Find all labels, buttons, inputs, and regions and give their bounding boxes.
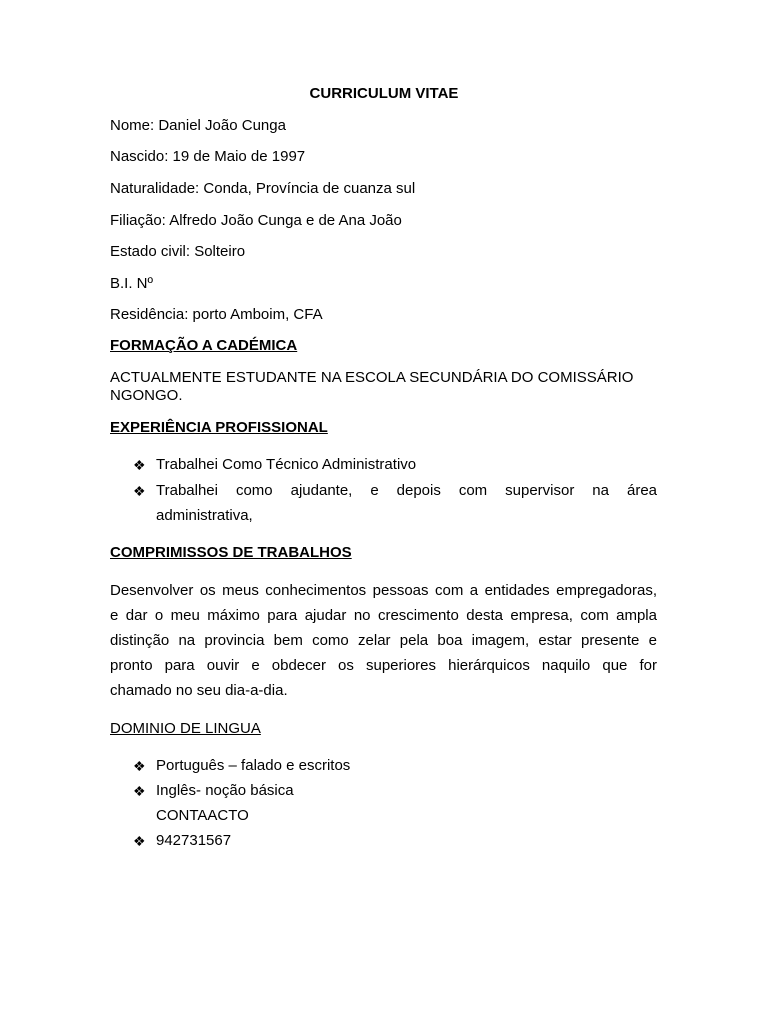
experiencia-item-2-line-1: Trabalhei como ajudante, e depois com supervisor na área	[156, 482, 657, 499]
formacao-heading: FORMAÇÃO A CADÉMICA	[110, 337, 298, 354]
compromissos-heading: COMPRIMISSOS DE TRABALHOS	[110, 544, 352, 561]
compromissos-text-line-5: chamado no seu dia-a-dia.	[110, 682, 288, 699]
document-title: CURRICULUM VITAE	[309, 85, 459, 102]
residencia-line: Residência: porto Amboim, CFA	[110, 306, 323, 323]
formacao-text-line-1: ACTUALMENTE ESTUDANTE NA ESCOLA SECUNDÁRIA DO COMISSÁRIO	[110, 369, 634, 386]
contacto-phone: 942731567	[156, 832, 232, 849]
filiacao-line: Filiação: Alfredo João Cunga e de Ana João	[110, 212, 402, 229]
contacto-label: CONTAACTO	[156, 807, 249, 824]
estado-civil-line: Estado civil: Solteiro	[110, 243, 246, 260]
compromissos-text-line-2: e dar o meu máximo para ajudar no crescimento desta empresa, com ampla	[110, 607, 657, 624]
lingua-item-ingles: Inglês- noção básica	[156, 782, 294, 799]
experiencia-heading: EXPERIÊNCIA PROFISSIONAL	[110, 419, 328, 436]
diamond-bullet-icon: ❖	[133, 783, 146, 799]
formacao-text-line-2: NGONGO.	[110, 387, 183, 404]
diamond-bullet-icon: ❖	[133, 483, 146, 499]
lingua-heading: DOMINIO DE LINGUA	[110, 720, 261, 737]
lingua-item-portugues: Português – falado e escritos	[156, 757, 351, 774]
compromissos-text-line-4: pronto para ouvir e obdecer os superiores hierárquicos naquilo que for	[110, 657, 657, 674]
experiencia-item-2-line-2: administrativa,	[156, 507, 253, 524]
nome-line: Nome: Daniel João Cunga	[110, 117, 286, 134]
compromissos-text-line-3: distinção na provincia bem como zelar pela boa imagem, estar presente e	[110, 632, 657, 649]
experiencia-item-1: Trabalhei Como Técnico Administrativo	[156, 456, 417, 473]
bi-line: B.I. Nº	[110, 275, 153, 292]
naturalidade-line: Naturalidade: Conda, Província de cuanza sul	[110, 180, 416, 197]
nascido-line: Nascido: 19 de Maio de 1997	[110, 148, 306, 165]
compromissos-text-line-1: Desenvolver os meus conhecimentos pessoas com a entidades empregadoras,	[110, 582, 657, 599]
diamond-bullet-icon: ❖	[133, 833, 146, 849]
diamond-bullet-icon: ❖	[133, 758, 146, 774]
diamond-bullet-icon: ❖	[133, 457, 146, 473]
